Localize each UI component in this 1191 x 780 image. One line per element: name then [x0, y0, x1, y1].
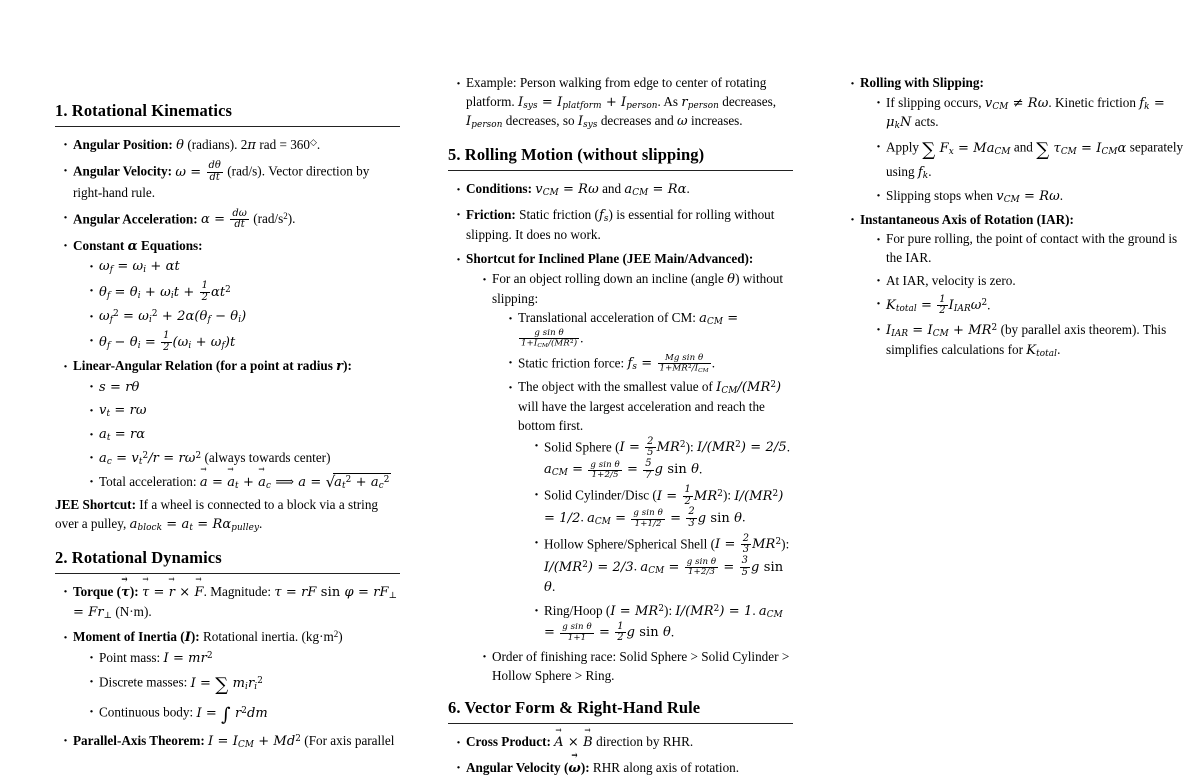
jee-shortcut-paragraph: JEE Shortcut: If a wheel is connected to a block via a string over a pulley, $a_{block} = a_t = R\alpha_{pulley}$.: [55, 497, 379, 534]
list-item: · $a_c = v_t^2/r = r\omega^2$ (always towards center): [89, 449, 400, 469]
list-item: · Angular Acceleration: α = $\frac{d\omega}{dt}$ $(rad/s^2)$.: [63, 209, 400, 231]
section-heading-rotational-dynamics: 2. Rotational Dynamics: [55, 547, 222, 567]
column-3: [842, 0, 1187, 626]
list-item: [63, 237, 400, 354]
list-item: · Cross Product: A → × B → direction by RHR.: [456, 733, 793, 752]
item-label: Angular Velocity:: [73, 163, 173, 179]
list-item: · Moment of Inertia (I): Rotational inertia. $(kg\cdot m^2)$ · Point mass: $I = mr^2$ · Discrete masses: I = ∑ $m_ir_i^2$ · Continuous body: I = ∫ $r^2dm$: [63, 628, 400, 728]
list-item: · Example: Person walking from edge to center of rotating platform. $I_{sys} = I_{platform} + I_{person}$. As $r_{person}$ decreases, $I_{person}$ decreases, so $I_{sys}$ decreases and ω increases.: [456, 74, 793, 132]
item-label: Conditions:: [466, 181, 532, 197]
section-heading-vector-form: 6. Vector Form & Right-Hand Rule: [448, 698, 701, 718]
heading-rule: [448, 170, 793, 171]
list-item: · $K_{total}$ = $\frac{1}{2}$ $I_{IAR}\omega^2$.: [876, 295, 1187, 317]
list-item: [456, 250, 793, 685]
rolling-slipping-list: [850, 74, 1187, 360]
list-item: [850, 211, 1187, 361]
list-item: · If slipping occurs, $v_{CM} \ne R\omega$. Kinetic friction $f_k = \mu_kN$ acts.: [876, 94, 1187, 134]
list-item: · Hollow Sphere/Spherical Shell (I = $\frac{2}{3}$ $MR^2$): $I/(MR^2) = 2/3$. $a_{CM}$ = $\frac{\text{g sin θ}}{1+2/3}$ = $\frac{3}{5}$ g sin θ.: [534, 534, 793, 598]
item-label: Angular Acceleration:: [73, 211, 198, 227]
item-label: Cross Product:: [466, 734, 551, 750]
list-item: · Angular Velocity: ω = $\frac{d\theta}{dt}$ (rad/s). Vector direction by right-hand rule.: [63, 161, 400, 202]
list-item: · Solid Sphere (I = $\frac{2}{5}$ $MR^2$): $I/(MR^2) = 2/5$. $a_{CM}$ = $\frac{\text{g sin θ}}{1+2/5}$ = $\frac{5}{7}$ g sin θ.: [534, 437, 793, 482]
heading-rule: [448, 723, 793, 724]
list-item: · Solid Cylinder/Disc (I = $\frac{1}{2}$ $MR^2$): $I/(MR^2) = 1/2$. $a_{CM}$ = $\frac{\text{g sin θ}}{1+1/2}$ = $\frac{2}{3}$ g sin θ.: [534, 485, 793, 530]
item-label: Rolling with Slipping:: [860, 75, 984, 90]
list-item: · Point mass: $I = mr^2$: [89, 649, 400, 668]
incline-formulas: [508, 309, 793, 644]
list-item: · Angular Position: θ (radians). 2π rad = 360◇.: [63, 136, 400, 155]
list-item: [63, 357, 400, 492]
list-item: · $\theta_f - \theta_i$ = $\frac{1}{2}$ $(\omega_i + \omega_f)t$: [89, 331, 400, 353]
iar-details: [876, 230, 1187, 360]
section-heading-rotational-kinematics: 1. Rotational Kinematics: [55, 101, 233, 120]
rolling-with-slipping-details: [876, 94, 1187, 207]
list-item: · $v_t = r\omega$: [89, 401, 400, 421]
list-item: · At IAR, velocity is zero.: [876, 272, 1187, 291]
list-item: · Static friction force: $f_s$ = $\frac{\text{Mg sin θ}}{1+MR^2/I_{CM}}$ .: [508, 354, 793, 375]
item-label: Angular Position:: [73, 137, 173, 152]
moment-of-inertia-forms: [89, 649, 400, 728]
list-item: · $\omega_f^2 = \omega_i^2 + 2\alpha(\theta_f - \theta_i)$: [89, 307, 400, 327]
item-label: Torque (τ →):: [73, 584, 139, 599]
list-item: · For an object rolling down an incline (angle θ) without slipping: · Translational acceleration of CM: $a_{CM}$ = $\frac{\text{g sin θ}}{1+I_{CM}/(MR^2)}$ . · Static friction force: $f_s$ = $\frac{\text{Mg sin θ}}{1+MR^2/I_{CM}}$ . · The object with the smallest value of $I_{CM}/(MR^2)$ will have the largest acceleration and reach the bottom first. · Solid Sphere (I = $\frac{2}{5}$ $MR^2$): $I/(MR^2) = 2/5$. $a_{CM}$ = $\frac{\text{g sin θ}}{1+2/5}$ = $\frac{5}{7}$ g sin θ. · Solid Cylinder/Disc (I = $\frac{1}{2}$ $MR^2$): $I/(MR^2) = 1/2$. $a_{CM}$ = $\frac{\text{g sin θ}}{1+1/2}$ = $\frac{2}{3}$ g sin θ. · Hollow Sphere/Spherical Shell (I = $\frac{2}{3}$ $MR^2$): $I/(MR^2) = 2/3$. $a_{CM}$ = $\frac{\text{g sin θ}}{1+2/3}$ = $\frac{3}{5}$ g sin θ. · Ring/Hoop $(I = MR^2)$: $I/(MR^2) = 1$. $a_{CM}$ = $\frac{\text{g sin θ}}{1+1}$ = $\frac{1}{2}$ g sin θ.: [482, 270, 793, 644]
item-label: Instantaneous Axis of Rotation (IAR):: [860, 211, 1074, 227]
list-item: · Total acceleration: a → = $a \to_t + a \to_c$ ⟹ a = √ $a_t^2 + a_c^2$: [89, 473, 400, 493]
list-item: · Continuous body: I = ∫ $r^2dm$: [89, 702, 400, 728]
list-item: · $a_t = r\alpha$: [89, 425, 400, 445]
kinematics-list: [63, 136, 400, 492]
inclined-plane-shortcut: [482, 270, 793, 685]
vector-form-list: [456, 733, 793, 778]
heading-rule: [55, 126, 400, 127]
constant-alpha-equations: [89, 257, 400, 353]
list-item: · Parallel-Axis Theorem: $I = I_{CM} + Md^2$ (For axis parallel: [63, 732, 400, 752]
item-label: Angular Velocity (ω →):: [466, 760, 590, 775]
rolling-motion-list: [456, 180, 793, 685]
item-label: Shortcut for Inclined Plane (JEE Main/Advanced):: [466, 251, 754, 267]
section-heading-rolling-motion: 5. Rolling Motion (without slipping): [448, 145, 705, 165]
column-1: [55, 0, 400, 751]
dynamics-list: [63, 583, 400, 752]
list-item: · $I_{IAR} = I_{CM} + MR^2$ (by parallel axis theorem). This simplifies calculations for $K_{total}$.: [876, 321, 1187, 361]
list-item: · $\theta_f = \theta_i + \omega_it$ + $\frac{1}{2}$ $\alpha t^2$: [89, 281, 400, 303]
list-item: · Order of finishing race: Solid Sphere > Solid Cylinder > Hollow Sphere > Ring.: [482, 648, 793, 685]
list-item: [850, 74, 1187, 207]
item-label: Parallel-Axis Theorem:: [73, 732, 205, 748]
item-label: Linear-Angular Relation (for a point at radius r):: [73, 358, 352, 375]
object-race-list: [534, 437, 793, 644]
jee-shortcut-label: JEE Shortcut:: [55, 497, 136, 513]
list-item: · Torque (τ →): τ → = r → × F →. Magnitude: τ = rF $\sin \varphi = rF_\perp = Fr_\perp$ (N·m).: [63, 583, 400, 623]
item-label: Friction:: [466, 206, 516, 222]
column-2: [448, 0, 793, 776]
heading-rule: [55, 573, 400, 574]
item-label: Constant α Equations:: [73, 237, 203, 254]
list-item: · Conditions: $v_{CM} = R\omega$ and $a_{CM} = R\alpha$.: [456, 180, 793, 200]
list-item: · s = rθ: [89, 378, 400, 397]
list-item: · Discrete masses: I = ∑ $m_ir_i^2$: [89, 672, 400, 698]
item-label: Moment of Inertia (I):: [73, 629, 200, 646]
list-item: · Friction: Static friction $(f_s)$ is essential for rolling without slipping. It does no work.: [456, 206, 793, 244]
list-item: · Apply ∑ $F_x = Ma_{CM}$ and ∑ $\tau_{CM} = I_{CM}\alpha$ separately using $f_k$.: [876, 137, 1187, 183]
list-item: · $\omega_f = \omega_i + \alpha t$: [89, 257, 400, 277]
list-item: · The object with the smallest value of $I_{CM}/(MR^2)$ will have the largest acceleration and reach the bottom first. · Solid Sphere (I = $\frac{2}{5}$ $MR^2$): $I/(MR^2) = 2/5$. $a_{CM}$ = $\frac{\text{g sin θ}}{1+2/5}$ = $\frac{5}{7}$ g sin θ. · Solid Cylinder/Disc (I = $\frac{1}{2}$ $MR^2$): $I/(MR^2) = 1/2$. $a_{CM}$ = $\frac{\text{g sin θ}}{1+1/2}$ = $\frac{2}{3}$ g sin θ. · Hollow Sphere/Spherical Shell (I = $\frac{2}{3}$ $MR^2$): $I/(MR^2) = 2/3$. $a_{CM}$ = $\frac{\text{g sin θ}}{1+2/3}$ = $\frac{3}{5}$ g sin θ. · Ring/Hoop $(I = MR^2)$: $I/(MR^2) = 1$. $a_{CM}$ = $\frac{\text{g sin θ}}{1+1}$ = $\frac{1}{2}$ g sin θ.: [508, 378, 793, 644]
linear-angular-relations: [89, 378, 400, 492]
list-item: · Slipping stops when $v_{CM} = R\omega$.: [876, 187, 1187, 207]
list-item: · Translational acceleration of CM: $a_{CM}$ = $\frac{\text{g sin θ}}{1+I_{CM}/(MR^2)}$ .: [508, 309, 793, 349]
list-item: · For pure rolling, the point of contact with the ground is the IAR.: [876, 230, 1187, 267]
list-item: · Angular Velocity (ω →): RHR along axis of rotation.: [456, 759, 793, 778]
list-item: · Ring/Hoop $(I = MR^2)$: $I/(MR^2) = 1$. $a_{CM}$ = $\frac{\text{g sin θ}}{1+1}$ = $\frac{1}{2}$ g sin θ.: [534, 602, 793, 644]
angular-momentum-example-list: [456, 74, 793, 132]
